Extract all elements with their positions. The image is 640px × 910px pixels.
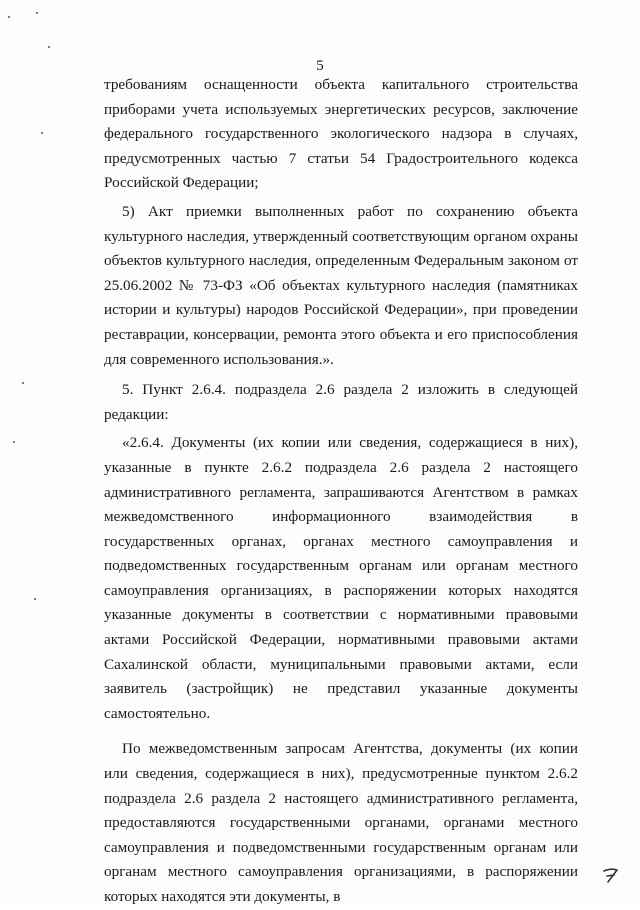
handwritten-page-mark [602,867,620,883]
page-number: 5 [316,58,324,74]
paragraph-2-6-4: «2.6.4. Документы (их копии или сведения, содержащиеся в них), указанные в пункте 2.6.2 подраздела 2.6 раздела 2 настоящего административного регламента, запрашиваются Агентством в рамках межведомственного информационного взаимодействия в государственных органах, органах местного самоуправления и подведомственных государственным органам или органам местного самоуправления организациях, в распоряжении которых находятся указанные документы в соответствии с нормативными правовыми актами Российской Федерации, нормативными правовыми актами Сахалинской области, муниципальными правовыми актами, если заявитель (застройщик) не представил указанные документы самостоятельно. [104,434,578,722]
paragraph-interagency-requests: По межведомственным запросам Агентства, документы (их копии или сведения, содержащиеся в них), предусмотренные пунктом 2.6.2 подраздела 2.6 раздела 2 настоящего административного регламента, предоставляются государственными органами, органами местного самоуправления и подведомственными государственным органам или органам местного самоуправления организациями, в распоряжении которых находятся эти документы, в [104,740,578,905]
paragraph-point-5: 5. Пункт 2.6.4. подраздела 2.6 раздела 2 изложить в следующей редакции: [104,381,578,423]
paragraph-continuation: требованиям оснащенности объекта капитального строительства приборами учета используемых энергетических ресурсов, заключение федерального государственного экологического надзора в случаях, предусмотренных частью 7 статьи 54 Градостроительного кодекса Российской Федерации; [104,76,578,192]
paragraph-item-5: 5) Акт приемки выполненных работ по сохранению объекта культурного наследия, утвержденный соответствующим органом охраны объектов культурного наследия, определенным Федеральным законом от 25.06.2002 № 73-ФЗ «Об объектах культурного наследия (памятниках истории и культуры) народов Российской Федерации», при проведении реставрации, консервации, ремонта этого объекта и его приспособления для современного использования.». [104,202,578,368]
document-body [104,73,578,910]
